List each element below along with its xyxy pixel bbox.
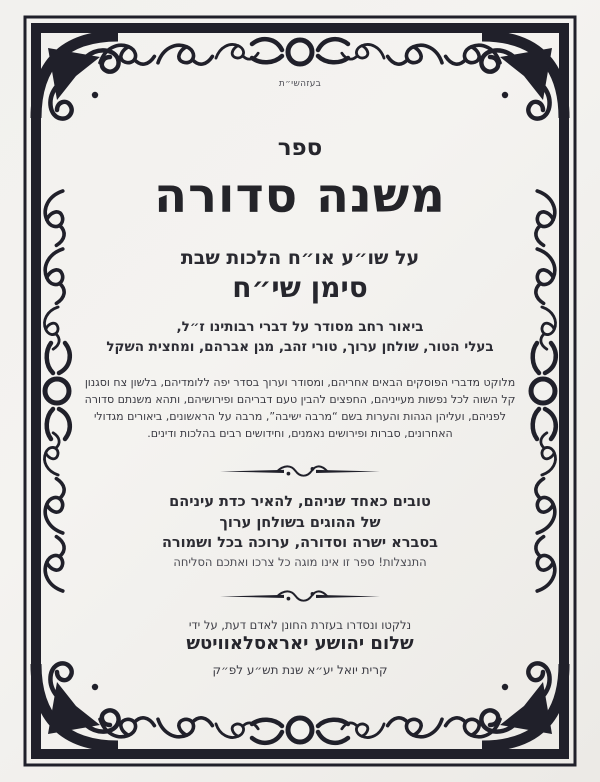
paragraph-line: האחרונים, סברות ופירושים נאמנים, וחידושים רבים בהלכות ודינים.	[147, 427, 453, 440]
description-paragraph	[0, 374, 600, 442]
paragraph-line: לפניהם, ועליהן הגהות והערות בשם “מרבה ישיבה”, מרבה על הראשונים, ביאורים מגדולי	[93, 410, 507, 423]
poem-block	[0, 492, 600, 554]
divider-flourish	[220, 588, 380, 604]
book-title: משנה סדורה	[154, 168, 446, 224]
blessing-text: בעזהשי״ת	[278, 79, 322, 89]
author-name: שלום יהושע יאראסלאוויטש	[186, 633, 414, 654]
divider-flourish	[220, 463, 380, 479]
siman-line: סימן שי״ח	[232, 271, 368, 304]
apology-line: התנצלות! ספר זו אינו מוגה כל צרכו ואתכם הסליחה	[173, 555, 427, 569]
paragraph-line: מלוקט מדברי הפוסקים הבאים אחריהם, ומסודר וערוך בסדר יפה ללומדיהם, בלשון צח וסגנון	[84, 376, 516, 389]
paragraph-line: קל השוה לכל נפשות מעייניהם, החפצים להבין טעם דבריהם ופירושיהם, ותהא משנתם סדורה	[84, 393, 516, 406]
poem-line: בסברא ישרה וסדורה, ערוכה בכל ושמורה	[161, 535, 439, 551]
subject-line: על שו״ע או״ח הלכות שבת	[180, 247, 420, 269]
description-bold-line: בעלי הטור, שולחן ערוך, טורי זהב, מגן אברהם, ומחצית השקל	[106, 339, 494, 355]
place-year-line: קרית יואל יע״א שנת תש״ע לפ״ק	[212, 663, 388, 677]
compiled-by-line: נלקטו ונסדרו בעזרת החונן לאדם דעת, על ידי	[188, 618, 412, 632]
poem-line: של ההוגים בשולחן ערוך	[219, 514, 381, 531]
description-bold	[0, 317, 600, 357]
poem-line: טובים כאחד שניהם, להאיר כדת עיניהם	[169, 494, 431, 510]
description-bold-line: ביאור רחב מסודר על דברי רבותינו ז״ל,	[176, 319, 424, 335]
sefer-label: ספר	[277, 135, 323, 161]
